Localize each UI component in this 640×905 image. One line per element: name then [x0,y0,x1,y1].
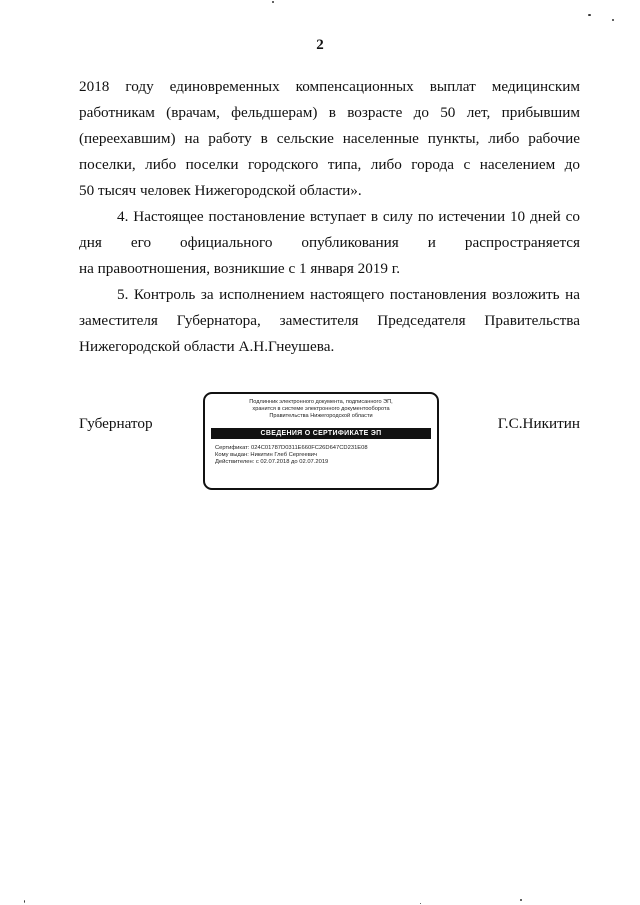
text-line: поселки, либо поселки городского типа, либо города с населением до [79,156,580,173]
stamp-notice-line: хранится в системе электронного документооборота [252,406,390,413]
stamp-banner: СВЕДЕНИЯ О СЕРТИФИКАТЕ ЭП [211,428,431,439]
scan-speck [272,1,274,3]
page-number: 2 [316,37,324,53]
stamp-notice-line: Правительства Нижегородской области [269,413,373,420]
scan-speck [588,14,591,16]
signatory-title: Губернатор [79,415,153,432]
text-line: дня его официального опубликования и распространяется [79,234,580,251]
text-line: (переехавшим) на работу в сельские населенные пункты, либо рабочие [79,130,580,147]
signatory-name: Г.С.Никитин [497,415,580,432]
scan-speck [612,19,614,21]
paragraph-control [79,282,580,360]
stamp-notice-line: Подлинник электронного документа, подписанного ЭП, [249,399,393,405]
certificate-validity: Действителен: с 02.07.2018 до 02.07.2019 [215,459,329,466]
text-line: работникам (врачам, фельдшерам) в возрасте до 50 лет, прибывшим [79,104,580,121]
scan-speck [520,899,522,901]
text-line: Нижегородской области А.Н.Гнеушева. [79,338,335,355]
certificate-stamp [203,392,439,490]
scan-speck [420,903,421,904]
text-line: 5. Контроль за исполнением настоящего постановления возложить на [117,286,580,303]
text-line: заместителя Губернатора, заместителя Председателя Правительства [79,312,580,329]
scan-speck [24,900,25,903]
paragraph-continuation [79,74,580,204]
text-line: 2018 году единовременных компенсационных выплат медицинским [79,78,580,95]
certificate-holder: Кому выдан: Никитин Глеб Сергеевич [215,452,318,459]
text-line: 50 тысяч человек Нижегородской области». [79,182,362,199]
certificate-serial: Сертификат: 024C01787D0311E660FC26D647CD231E08 [215,444,368,451]
stamp-details [215,445,437,467]
stamp-notice [205,399,437,421]
paragraph-effective-date [79,204,580,282]
text-line: на правоотношения, возникшие с 1 января 2019 г. [79,260,401,277]
text-line: 4. Настоящее постановление вступает в силу по истечении 10 дней со [117,208,580,225]
